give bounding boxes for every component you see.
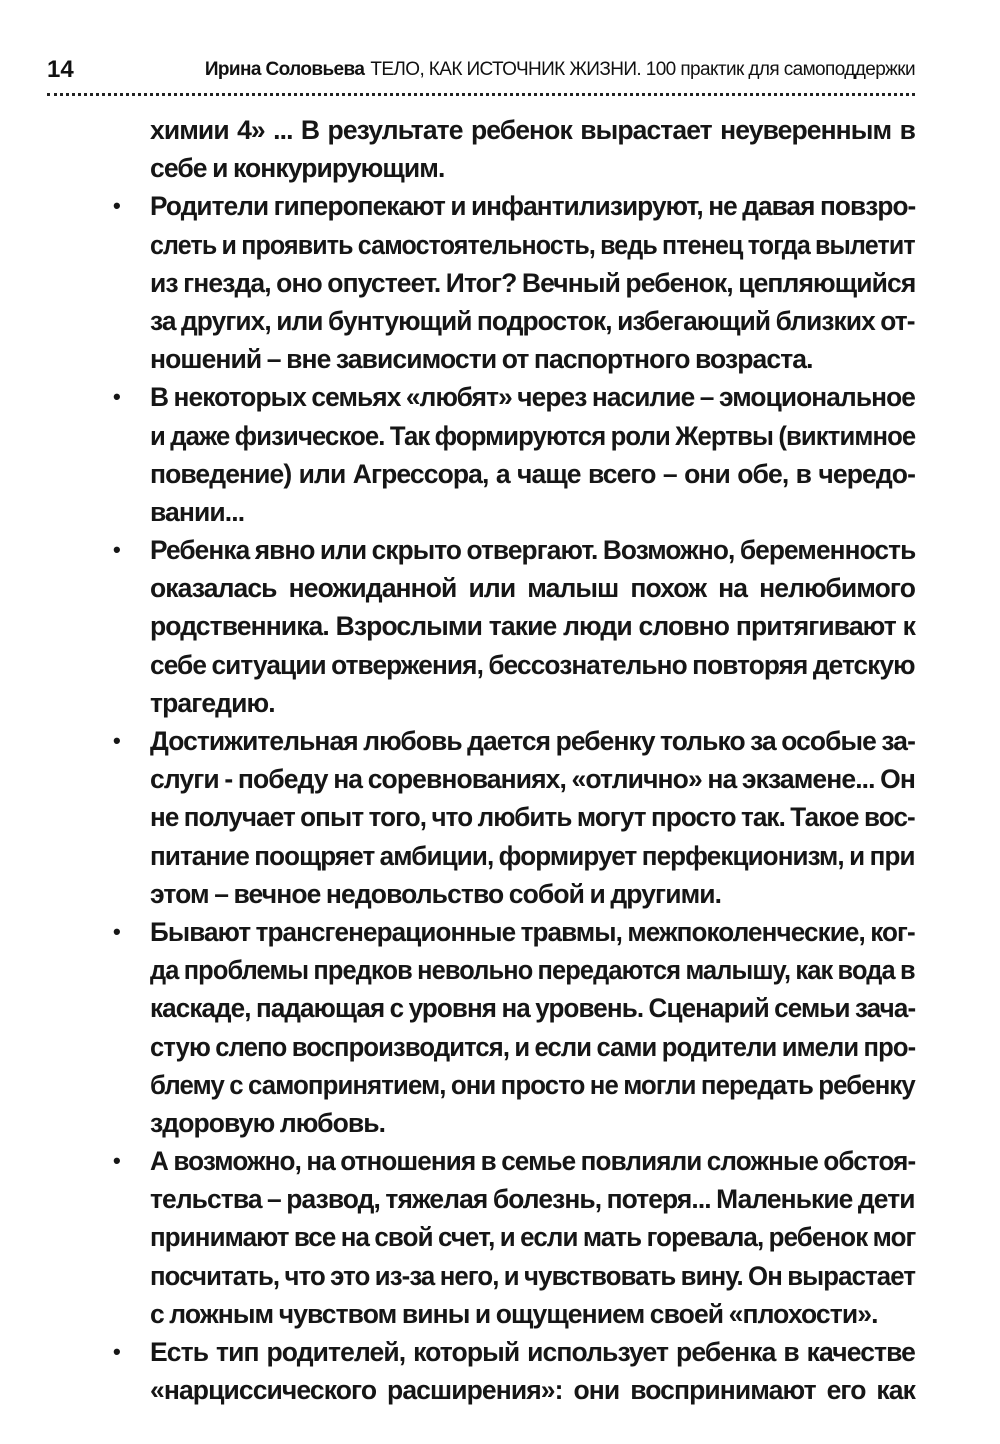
line-text: с ложным чувством вины и ощущением своей «плохости». — [150, 1298, 878, 1329]
line-text: этом – вечное недовольство собой и другими. — [150, 878, 722, 909]
text-line — [150, 1180, 915, 1218]
line-text: Достижительная любовь дается ребенку только за особые за- — [150, 726, 915, 756]
line-text: поведение) или Агрессора, а чаще всего – они обе, в чередо- — [150, 458, 915, 489]
text-line — [150, 226, 915, 264]
line-text: принимают все на свой счет, и если мать горевала, ребенок мог — [150, 1222, 916, 1253]
line-text: себе ситуации отвержения, бессознательно повторяя детскую — [150, 649, 915, 680]
line-text: и даже физическое. Так формируются роли Жертвы (виктимное — [150, 420, 916, 451]
text-line — [150, 760, 915, 798]
line-text: «нарциссического расширения»: они воспринимают его как — [150, 1375, 915, 1406]
text-line — [150, 1371, 915, 1409]
line-text: себе и конкурирующим. — [150, 153, 445, 184]
text-line — [113, 722, 915, 760]
text-line — [150, 607, 915, 645]
line-text: трагедию. — [150, 687, 275, 718]
text-line — [150, 1066, 915, 1104]
text-line — [150, 646, 915, 684]
line-text: да проблемы предков невольно передаются малышу, как вода в — [150, 955, 915, 986]
text-line — [150, 1295, 915, 1333]
text-line — [150, 684, 915, 722]
bullet-icon: • — [113, 193, 120, 219]
bullet-icon: • — [113, 384, 120, 410]
bullet-list-item — [113, 1142, 916, 1333]
bullet-icon: • — [113, 1148, 120, 1174]
text-line — [113, 531, 916, 569]
line-text: слеть и проявить самостоятельность, ведь птенец тогда вылетит — [150, 229, 915, 260]
text-line — [150, 989, 915, 1027]
paragraph — [150, 111, 915, 187]
line-text: за других, или бунтующий подросток, избегающий близких от- — [150, 305, 915, 336]
running-title — [205, 59, 915, 81]
bullet-list-item — [113, 722, 915, 913]
bullet-list-item — [113, 913, 916, 1142]
text-line — [150, 417, 915, 455]
line-text: оказалась неожиданной или малыш похож на нелюбимого — [150, 573, 915, 604]
line-text: А возможно, на отношения в семье повлияли сложные обстоя- — [150, 1146, 916, 1177]
page-number: 14 — [47, 56, 74, 83]
line-text: тельства – развод, тяжелая болезнь, потеря... Маленькие дети — [150, 1184, 915, 1215]
line-text: посчитать, что это из-за него, и чувствовать вину. Он вырастает — [150, 1260, 916, 1291]
bullet-list-item — [113, 1333, 915, 1409]
line-text: Бывают трансгенерационные травмы, межпоколенческие, ког- — [150, 916, 915, 947]
text-line — [150, 302, 915, 340]
line-text: В некоторых семьях «любят» через насилие – эмоциональное — [150, 382, 915, 413]
bullet-list-item — [113, 187, 916, 378]
text-line — [150, 1257, 915, 1295]
line-text: химии 4» ... В результате ребенок вырастает неуверенным в — [150, 115, 915, 145]
text-line — [113, 1333, 915, 1371]
running-header — [47, 56, 915, 88]
line-text: Ребенка явно или скрыто отвергают. Возможно, беременность — [150, 535, 916, 566]
text-line — [150, 1028, 915, 1066]
text-line — [150, 455, 915, 493]
line-text: Есть тип родителей, который использует ребенка в качестве — [150, 1337, 915, 1367]
text-line — [150, 569, 915, 607]
header-divider — [47, 93, 915, 96]
bullet-icon: • — [113, 1339, 120, 1364]
text-line — [150, 1218, 915, 1256]
line-text: каскаде, падающая с уровня на уровень. Сценарий семьи зача- — [150, 993, 916, 1024]
bullet-icon: • — [113, 537, 120, 563]
author-name: Ирина Соловьева — [204, 59, 365, 80]
text-line — [150, 1104, 915, 1142]
text-line — [150, 837, 915, 875]
text-line — [113, 187, 916, 225]
line-text: блему с самопринятием, они просто не могли передать ребенку — [150, 1069, 915, 1100]
line-text: вании... — [150, 496, 245, 527]
line-text: питание поощряет амбиции, формирует перфекционизм, и при — [150, 840, 915, 871]
text-line — [150, 493, 915, 531]
bullet-list-item — [113, 531, 916, 722]
text-line — [150, 149, 915, 187]
page-body — [113, 111, 916, 1409]
text-line — [150, 111, 915, 149]
line-text: слуги - победу на соревнованиях, «отлично» на экзамене... Он — [150, 764, 915, 795]
bullet-list-item — [113, 378, 916, 531]
text-line — [150, 264, 915, 302]
line-text: Родители гиперопекают и инфантилизируют, не давая повзро- — [150, 191, 916, 222]
bullet-icon: • — [113, 918, 120, 944]
line-text: ношений – вне зависимости от паспортного возраста. — [150, 344, 813, 375]
text-line — [150, 951, 915, 989]
line-text: стую слепо воспроизводится, и если сами родители имели про- — [150, 1031, 916, 1062]
text-line — [113, 378, 915, 416]
book-title: ТЕЛО, КАК ИСТОЧНИК ЖИЗНИ. 100 практик для самоподдержки — [370, 59, 915, 80]
line-text: не получает опыт того, что любить могут просто так. Такое вос- — [150, 802, 915, 833]
line-text: здоровую любовь. — [150, 1107, 386, 1138]
text-line — [113, 913, 915, 951]
text-line — [113, 1142, 916, 1180]
line-text: из гнезда, оно опустеет. Итог? Вечный ребенок, цепляющийся — [150, 267, 916, 298]
line-text: родственника. Взрослыми такие люди словно притягивают к — [150, 611, 915, 642]
bullet-icon: • — [113, 728, 120, 753]
text-line — [150, 340, 915, 378]
text-line — [150, 798, 915, 836]
text-line — [150, 875, 915, 913]
